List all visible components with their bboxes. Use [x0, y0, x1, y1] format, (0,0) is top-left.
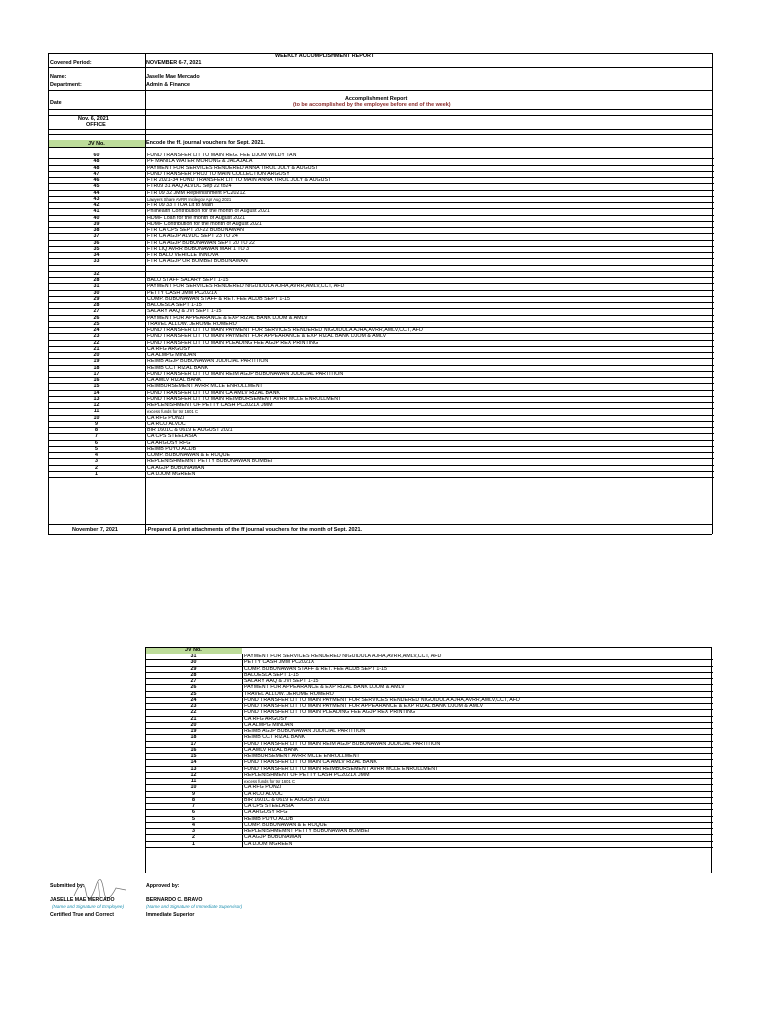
jv-description: PETTY CASH JMM PC2021X: [146, 290, 715, 296]
jv-number: 24: [145, 697, 243, 703]
jv-description: PAYMENT FOR SERVICES RENDERED NIGUIDULA AJHA,AVRR,AMLV,CCT, AFD: [146, 284, 715, 290]
jv-number: 26: [48, 315, 146, 321]
jv-description: CA ARGOSY RFG: [146, 440, 715, 446]
jv-number: 45: [48, 184, 146, 190]
jv-description: REIMB PUYO ACDB: [243, 816, 714, 822]
jv-number: 12: [48, 403, 146, 409]
jv-description: CA ALMPG MINDAN: [243, 722, 714, 728]
approved-by-label: Approved by:: [146, 883, 180, 889]
jv-description: FTR CA AGJP OR BOMBEI BUBUNAWAN: [146, 259, 715, 265]
covered-period-value: NOVEMBER 6-7, 2021: [146, 60, 202, 66]
jv-description: PAYMENT FOR SERVICES RENDERED NIGUIDULA AJHA,AVRR,AMLV,CCT, AFD: [243, 654, 714, 660]
jv-number: 15: [145, 754, 243, 760]
divider: [48, 134, 712, 135]
jv-number: 27: [48, 309, 146, 315]
jv-description: excess funds for tsr 1601 C: [243, 779, 714, 785]
jv-description: CA AGJP BUBUNAWAN: [243, 835, 714, 841]
jv-description: FUND TRANSFER LIT TO MAIN REG. FEE DJOM WILDY TAN: [146, 153, 715, 159]
jv-number: 20: [145, 722, 243, 728]
name-label: Name:: [50, 74, 67, 80]
jv-number: 6: [145, 810, 243, 816]
jv-description: FUND TRANSFER LIT TO MAIN PLEADING FEE AGJP REX PRINTING: [243, 710, 714, 716]
jv-description: CA AMLV RIZAL BANK: [146, 378, 715, 384]
jv-description: FUND TRANSFER LIT TO MAIN REIM AGJP BUBUNAWAN JUDICIAL PARTITION: [146, 371, 715, 377]
divider: [48, 109, 712, 110]
jv-description: FTR09 31 AAQ ALVDC Sep 22 to24: [146, 184, 715, 190]
jv-description: CA ARGOSY RFG: [243, 810, 714, 816]
date-label: Date: [50, 100, 62, 106]
jv-number: 31: [48, 284, 146, 290]
right-border-2: [711, 647, 712, 873]
jv-description: REIMBURSEMENT AVRR MCLE ENROLLMENT: [243, 754, 714, 760]
certified-text: Certified True and Correct: [50, 912, 114, 918]
jv-number: 46: [48, 178, 146, 184]
jv-description: REPLENISHMEMNT PETTY BUBUNAWAN BOMBEI: [243, 829, 714, 835]
jv-number: 7: [145, 804, 243, 810]
jv-description: COMP. BUBUNAWAN STAFF & RET. FEE ACDB SEPT 1-15: [243, 666, 714, 672]
jv-description: CA AMLV RIZAL BANK: [243, 747, 714, 753]
jv-number: 32: [48, 271, 146, 277]
journal-voucher-table: [48, 153, 714, 478]
jv-description: FUND TRANSFER LIT TO MAIN PAYMENT FOR SERVICES RENDERED NIGUIDULA AJHA,AVRR,AMLV,CCT, AFD: [146, 328, 715, 334]
journal-voucher-table-2: [145, 654, 713, 848]
jv-number: 29: [145, 666, 243, 672]
jv-number: 6: [48, 440, 146, 446]
jv-number: 1: [145, 841, 243, 847]
jv-description: FTR 09 32 JMM Replenishment PC2021Z: [146, 190, 715, 196]
jv-number: 30: [145, 660, 243, 666]
jv-number: 47: [48, 171, 146, 177]
jv-description: CA CPS STEELASIA: [243, 804, 714, 810]
jv-description: TRAVEL ALLOW. JEROME ROMERO: [146, 321, 715, 327]
jv-description: REPLENISHMEMNT PETTY BUBUNAWAN BOMBEI: [146, 459, 715, 465]
superior-caption: (Name and Signature of Immediate Supervisor): [146, 904, 243, 909]
jv-number: 16: [48, 378, 146, 384]
jv-description: FUND TRANSFER LIT TO MAIN PAYMENT FOR APPEARANCE & EXP RIZAL BANK DJOM & AMLV: [243, 704, 714, 710]
jv-number: 18: [48, 365, 146, 371]
jv-description: FUND TRANSFER LIT TO MAIN CA AMLV RIZAL BANK: [146, 390, 715, 396]
jv-description: COMP. BUBUNAWAN STAFF & RET. FEE ACDB SEPT 1-15: [146, 296, 715, 302]
jv-description: REIMB CCT RIZAL BANK: [146, 365, 715, 371]
day1-location: OFFICE: [86, 122, 106, 128]
jv-description: FUND TRANSFER PROJ TO MAIN COLLECTION ARGOSY: [146, 171, 715, 177]
jv-number: 38: [48, 228, 146, 234]
jv-number: 17: [48, 371, 146, 377]
jv-description: BIR 1601C & 0619 E AUGUST 2021: [243, 797, 714, 803]
jv-number: 28: [48, 278, 146, 284]
jv-number: 25: [145, 691, 243, 697]
jv-description: REIMB AGJP BUBUNAWAN JUDICIAL PARTITION: [146, 359, 715, 365]
jv-number: 3: [48, 459, 146, 465]
jv-description: HDMF Loan for the month of August 2021: [146, 215, 715, 221]
jv-description: FTR 09 33 TTOA Lit to Main: [146, 203, 715, 209]
jv-description: CA RFG ARGOSY: [146, 346, 715, 352]
jv-number: 27: [145, 679, 243, 685]
jv-description: BALO STAFF SALARY SEPT 1-15: [146, 278, 715, 284]
jv-number: 9: [145, 791, 243, 797]
jv-description: FTR BALO VEHICLE INNOVA: [146, 253, 715, 259]
jv-number: 12: [145, 772, 243, 778]
jv-number: 4: [145, 822, 243, 828]
left-border-2: [145, 647, 146, 873]
jv-description: FTR CA AGJP ALVDC SEPT 23 TO 24: [146, 234, 715, 240]
jv-number: 39: [48, 221, 146, 227]
jv-number: 7: [48, 434, 146, 440]
jv-description: PETTY CASH JMM PC2021X: [243, 660, 714, 666]
jv-description: Lawyers Share AVRR Incilegov Apr Aug 2021: [146, 196, 715, 202]
jv-number: 22: [145, 710, 243, 716]
jv-number: 48: [48, 159, 146, 165]
jv-description: REIMB AGJP BUBUNAWAN JUDICIAL PARTITION: [243, 729, 714, 735]
jv-description: FUND TRANSFER LIT TO MAIN REIMBURSEMENT AVRR MCLE ENROLLMENT: [146, 396, 715, 402]
jv-description: PF MANILA WATER MORONG & JALAJALA: [146, 159, 715, 165]
right-border: [712, 53, 713, 534]
jv-number: 21: [48, 346, 146, 352]
jv-number: 34: [48, 253, 146, 259]
name-value: Jaselle Mae Mercado: [146, 74, 200, 80]
divider: [48, 524, 712, 525]
jv-number: 1: [48, 471, 146, 477]
jv-description: CA RFG PONZI: [146, 415, 715, 421]
day1-task: Encode the ff. journal vouchers for Sept. 2021.: [146, 140, 265, 146]
superior-role: Immediate Superior: [146, 912, 195, 918]
day2-task: -Prepared & print attachments of the ff journal vouchers for the month of Sept. 2021.: [146, 527, 362, 533]
jv-description: FUND TRANSFER LIT TO MAIN PAYMENT FOR APPEARANCE & EXP RIZAL BANK DJOM & AMLV: [146, 334, 715, 340]
jv-number: 3: [145, 829, 243, 835]
jv-number: 23: [48, 334, 146, 340]
jv-description: FUND TRANSFER LIT TO MAIN CA AMLV RIZAL BANK: [243, 760, 714, 766]
jv-description: REPLENISHMENT OF PETTY CASH PC2021X JMM: [146, 403, 715, 409]
divider: [48, 90, 712, 91]
left-border: [48, 53, 49, 534]
jv-number: 30: [48, 290, 146, 296]
jv-description: REPLENISHMENT OF PETTY CASH PC2021X JMM: [243, 772, 714, 778]
covered-period-label: Covered Period:: [50, 60, 92, 66]
jv-description: REIMB PUYO ACDB: [146, 446, 715, 452]
jv-number: 29: [48, 296, 146, 302]
jv-number: 13: [48, 396, 146, 402]
jv-number: 10: [48, 415, 146, 421]
top-border-2: [145, 647, 711, 648]
accomplishment-title: Accomplishment Report: [345, 96, 408, 102]
jv-number: 37: [48, 234, 146, 240]
table-row: [145, 841, 713, 847]
jv-description: Philhealth Contribution for the month of August 2021: [146, 209, 715, 215]
jv-number: 23: [145, 704, 243, 710]
employee-name: JASELLE MAE MERCADO: [50, 897, 115, 903]
jv-number: 11: [48, 409, 146, 415]
superior-name: BERNARDO C. BRAVO: [146, 897, 203, 903]
jv-number: 22: [48, 340, 146, 346]
report-title: WEEKLY ACCOMPLISHMENT REPORT: [275, 53, 375, 59]
jv-number: 8: [145, 797, 243, 803]
jv-number: 4: [48, 453, 146, 459]
jv-number: 17: [145, 741, 243, 747]
jv-number: 48: [48, 165, 146, 171]
jv-description: CA CPS STEELASIA: [146, 434, 715, 440]
jv-number: 24: [48, 328, 146, 334]
day2-date: November 7, 2021: [72, 527, 118, 533]
jv-number: 21: [145, 716, 243, 722]
jv-description: HDMF Contribution for the month of August 2021: [146, 221, 715, 227]
jv-description: PAYMENT FOR SERVICES RENDERED ANNA TIROL JULY & AUGUST: [146, 165, 715, 171]
jv-number: 28: [48, 303, 146, 309]
jv-description: CA DJOM MGREEN: [243, 841, 714, 847]
jv-number: 42: [48, 203, 146, 209]
jv-number: 35: [48, 246, 146, 252]
jv-description: REIMBURSEMENT AVRR MCLE ENROLLMENT: [146, 384, 715, 390]
jv-description: FTR 2021-34 FUND TRANSFER LIT TO MAIN ANNA TIROL JULY & AUGUST: [146, 178, 715, 184]
jv-number: 33: [48, 259, 146, 265]
jv-number: 9: [48, 421, 146, 427]
jv-number: 16: [145, 747, 243, 753]
jv-number: 26: [145, 685, 243, 691]
jv-description: BALOESLA SEPT 1-15: [243, 672, 714, 678]
jv-description: TRAVEL ALLOW. JEROME ROMERO: [243, 691, 714, 697]
jv-number: 31: [145, 654, 243, 660]
jv-number: 2: [145, 835, 243, 841]
jv-description: FTR CA AGJP BUBUNAWAN SEPT 20 TO 22: [146, 240, 715, 246]
employee-caption: (Name and Signature of Employee): [52, 904, 125, 909]
jv-number: 5: [145, 816, 243, 822]
jv-description: SALARY AAQ & JVI SEPT 1-15: [146, 309, 715, 315]
jv-number: 10: [145, 785, 243, 791]
jv-number: 19: [48, 359, 146, 365]
table-row: [48, 471, 714, 477]
jv-number: 28: [145, 672, 243, 678]
jv-description: REIMB CCT RIZAL BANK: [243, 735, 714, 741]
jv-number: 44: [48, 190, 146, 196]
submitted-by-label: Submitted by:: [50, 883, 85, 889]
divider: [48, 67, 712, 68]
jv-header-label: JV No.: [88, 141, 105, 147]
jv-number: 5: [48, 446, 146, 452]
jv-description: FTR CA CPS SEPT 20-22 BUBUNAWAN: [146, 228, 715, 234]
jv-description: CA AGJP BUBUNAWAN: [146, 465, 715, 471]
jv-description: BALOESLA SEPT 1-15: [146, 303, 715, 309]
jv-description: FTR LIQ AVRR BUBUNAWAN MAR 1 TO 3: [146, 246, 715, 252]
jv-number: 19: [145, 729, 243, 735]
department-value: Admin & Finance: [146, 82, 191, 88]
jv-description: CA RCO ALVDC: [146, 421, 715, 427]
jv-description: PAYMENT FOR APPEARANCE & EXP RIZAL BANK DJOM & AMLV: [243, 685, 714, 691]
jv-description: CA RFG PONZI: [243, 785, 714, 791]
jv-description: excess funds for tsr 1601 C: [146, 409, 715, 415]
jv-number: 2: [48, 465, 146, 471]
jv-header-label-2: JV No.: [185, 647, 202, 653]
jv-number: 13: [145, 766, 243, 772]
jv-description: SALARY AAQ & JVI SEPT 1-15: [243, 679, 714, 685]
jv-number: 18: [145, 735, 243, 741]
divider: [48, 115, 712, 116]
jv-description: CA RCO ALVDC: [243, 791, 714, 797]
jv-description: PAYMENT FOR APPEARANCE & EXP RIZAL BANK DJOM & AMLV: [146, 315, 715, 321]
jv-description: FUND TRANSFER LIT TO MAIN REIM AGJP BUBUNAWAN JUDICIAL PARTITION: [243, 741, 714, 747]
day1-date: Nov. 6, 2021: [78, 116, 109, 122]
jv-number: 40: [48, 215, 146, 221]
jv-number: 25: [48, 321, 146, 327]
jv-description: COMP. BUBUNAWAN & E ROQUE: [243, 822, 714, 828]
jv-number: 60: [48, 153, 146, 159]
jv-number: 36: [48, 240, 146, 246]
jv-number: 14: [145, 760, 243, 766]
jv-number: 8: [48, 428, 146, 434]
jv-number: 43: [48, 196, 146, 202]
jv-number: 41: [48, 209, 146, 215]
divider: [48, 534, 712, 535]
jv-description: CA RFG ARGOSY: [243, 716, 714, 722]
jv-number: 20: [48, 353, 146, 359]
top-border: [48, 53, 712, 54]
jv-description: CA DJOM MGREEN: [146, 471, 715, 477]
column-border: [145, 53, 146, 534]
jv-number: 14: [48, 390, 146, 396]
divider: [48, 129, 712, 130]
jv-description: FUND TRANSFER LIT TO MAIN PLEADING FEE AGJP REX PRINTING: [146, 340, 715, 346]
jv-description: BIR 1601C & 0619 E AUGUST 2021: [146, 428, 715, 434]
department-label: Department:: [50, 82, 82, 88]
jv-description: FUND TRANSFER LIT TO MAIN PAYMENT FOR SERVICES RENDERED NIGUIDULA AJHA,AVRR,AMLV,CCT, AFD: [243, 697, 714, 703]
jv-description: COMP. BUBUNAWAN & E ROQUE: [146, 453, 715, 459]
accomplishment-subtitle: (to be accomplished by the employee before end of the week): [293, 102, 451, 108]
jv-description: CA ALMPG MINDAN: [146, 353, 715, 359]
jv-number: 15: [48, 384, 146, 390]
jv-number: 11: [145, 779, 243, 785]
divider: [48, 147, 712, 148]
jv-description: FUND TRANSFER LIT TO MAIN REIMBURSEMENT AVRR MCLE ENROLLMENT: [243, 766, 714, 772]
